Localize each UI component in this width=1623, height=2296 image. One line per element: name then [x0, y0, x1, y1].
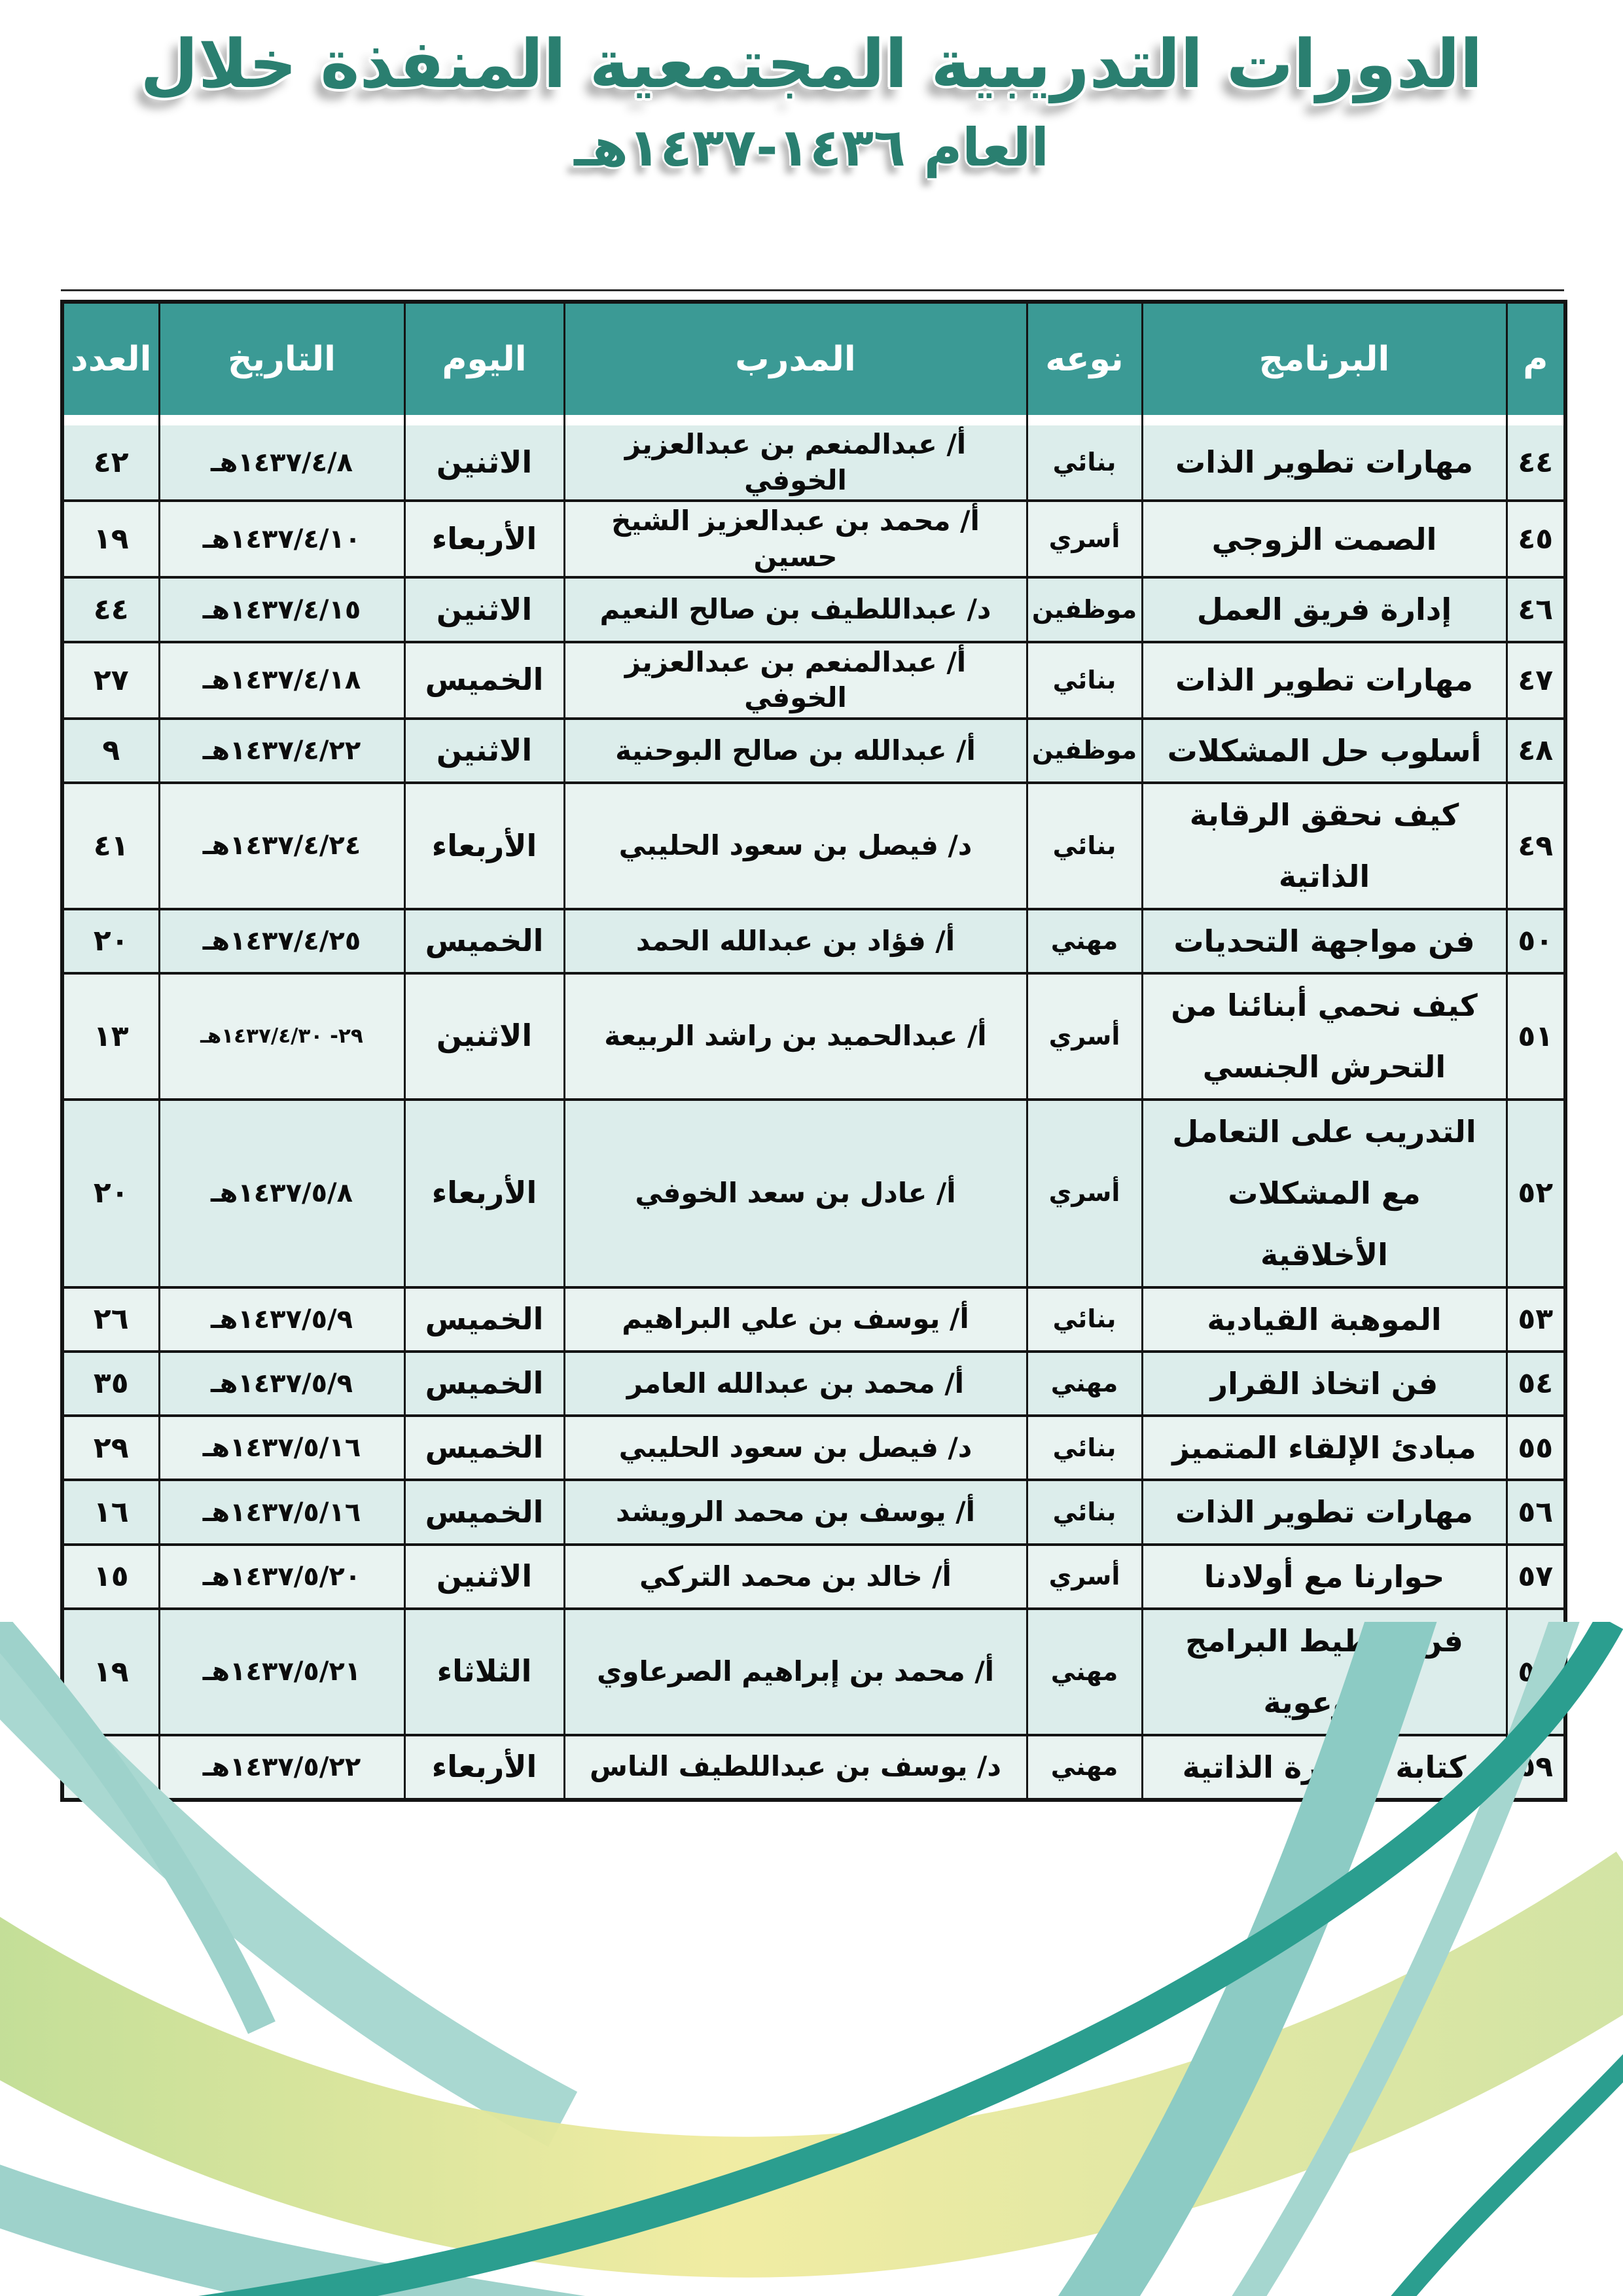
table-row	[62, 783, 1565, 909]
table-row	[62, 1609, 1565, 1735]
cell-trainer: أ/ خالد بن محمد التركي	[564, 1545, 1027, 1609]
cell-type: مهني	[1027, 1735, 1142, 1800]
cell-row-number: ٤٩	[1507, 783, 1565, 909]
table-row	[62, 425, 1565, 501]
header-gap-cell	[62, 415, 159, 425]
cell-count: ٩	[62, 719, 159, 783]
cell-type: بنائي	[1027, 1416, 1142, 1480]
cell-trainer: أ/ يوسف بن علي البراهيم	[564, 1287, 1027, 1352]
cell-trainer: أ/ يوسف بن محمد الرويشد	[564, 1480, 1027, 1544]
cell-day: الأربعاء	[404, 501, 564, 577]
header-gap-cell	[1507, 415, 1565, 425]
cell-day: الاثنين	[404, 1545, 564, 1609]
cell-program: مهارات تطوير الذات	[1142, 642, 1507, 719]
table-row	[62, 1100, 1565, 1287]
cell-day: الخميس	[404, 1287, 564, 1352]
cell-row-number: ٥٧	[1507, 1545, 1565, 1609]
cell-date: ١٤٣٧/٥/١٦هـ	[159, 1480, 404, 1544]
cell-date: ١٤٣٧/٤/٢٥هـ	[159, 909, 404, 973]
cell-count: ٢٠	[62, 909, 159, 973]
page-title-line1: الدورات التدريبية المجتمعية المنفذة خلال	[140, 26, 1483, 103]
courses-table-wrap	[60, 300, 1567, 1802]
cell-type: أسري	[1027, 1100, 1142, 1287]
cell-row-number: ٥١	[1507, 973, 1565, 1100]
cell-day: الخميس	[404, 909, 564, 973]
cell-date: ٢٩- ١٤٣٧/٤/٣٠هـ	[159, 973, 404, 1100]
cell-count: ٢٩	[62, 1416, 159, 1480]
header-gap-cell	[1027, 415, 1142, 425]
cell-trainer: أ/ عبدالمنعم بن عبدالعزيز الخوفي	[564, 642, 1027, 719]
cell-type: أسري	[1027, 973, 1142, 1100]
wave-dark-bottom-right	[1387, 2041, 1623, 2296]
cell-type: أسري	[1027, 1545, 1142, 1609]
header-gap-cell	[159, 415, 404, 425]
table-row	[62, 1287, 1565, 1352]
cell-row-number: ٤٥	[1507, 501, 1565, 577]
page-title-line2: العام ١٤٣٦-١٤٣٧هـ	[574, 117, 1049, 178]
table-row	[62, 501, 1565, 577]
cell-day: الاثنين	[404, 973, 564, 1100]
table-row	[62, 719, 1565, 783]
cell-row-number: ٥٠	[1507, 909, 1565, 973]
cell-count: ٢٤	[62, 1735, 159, 1800]
table-header	[62, 302, 1565, 425]
cell-program: الموهبة القيادية	[1142, 1287, 1507, 1352]
cell-count: ١٦	[62, 1480, 159, 1544]
cell-type: بنائي	[1027, 783, 1142, 909]
cell-type: بنائي	[1027, 425, 1142, 501]
cell-row-number: ٥٩	[1507, 1735, 1565, 1800]
courses-table	[60, 300, 1567, 1802]
cell-program: إدارة فريق العمل	[1142, 577, 1507, 641]
cell-program: حوارنا مع أولادنا	[1142, 1545, 1507, 1609]
column-header-date: التاريخ	[159, 302, 404, 415]
cell-row-number: ٥٤	[1507, 1352, 1565, 1416]
cell-date: ١٤٣٧/٥/٢٠هـ	[159, 1545, 404, 1609]
column-header-number: م	[1507, 302, 1565, 415]
cell-program: أسلوب حل المشكلات	[1142, 719, 1507, 783]
column-header-type: نوعه	[1027, 302, 1142, 415]
cell-trainer: أ/ عبدالله بن صالح البوحنية	[564, 719, 1027, 783]
cell-row-number: ٤٨	[1507, 719, 1565, 783]
header-gap-row	[62, 415, 1565, 425]
cell-type: موظفين	[1027, 719, 1142, 783]
cell-day: الخميس	[404, 1416, 564, 1480]
cell-program: مهارات تطوير الذات	[1142, 1480, 1507, 1544]
cell-type: مهني	[1027, 1352, 1142, 1416]
cell-type: بنائي	[1027, 642, 1142, 719]
cell-count: ٢٧	[62, 642, 159, 719]
table-row	[62, 642, 1565, 719]
cell-program: مهارات تطوير الذات	[1142, 425, 1507, 501]
cell-row-number: ٥٣	[1507, 1287, 1565, 1352]
cell-day: الثلاثاء	[404, 1609, 564, 1735]
cell-row-number: ٤٤	[1507, 425, 1565, 501]
cell-program: مبادئ الإلقاء المتميز	[1142, 1416, 1507, 1480]
column-header-program: البرنامج	[1142, 302, 1507, 415]
cell-trainer: د/ عبداللطيف بن صالح النعيم	[564, 577, 1027, 641]
cell-type: مهني	[1027, 909, 1142, 973]
cell-day: الأربعاء	[404, 1100, 564, 1287]
cell-day: الاثنين	[404, 577, 564, 641]
table-row	[62, 1352, 1565, 1416]
table-row	[62, 973, 1565, 1100]
cell-type: مهني	[1027, 1609, 1142, 1735]
cell-program: الصمت الزوجي	[1142, 501, 1507, 577]
cell-row-number: ٤٦	[1507, 577, 1565, 641]
cell-row-number: ٥٦	[1507, 1480, 1565, 1544]
cell-count: ٢٦	[62, 1287, 159, 1352]
cell-date: ١٤٣٧/٤/٢٤هـ	[159, 783, 404, 909]
cell-day: الاثنين	[404, 719, 564, 783]
table-top-rule	[61, 289, 1564, 291]
cell-row-number: ٤٧	[1507, 642, 1565, 719]
table-body	[62, 425, 1565, 1800]
cell-trainer: د/ فيصل بن سعود الحليبي	[564, 783, 1027, 909]
table-row	[62, 1545, 1565, 1609]
cell-date: ١٤٣٧/٥/١٦هـ	[159, 1416, 404, 1480]
column-header-day: اليوم	[404, 302, 564, 415]
cell-program: فن تخطيط البرامج التوعوية	[1142, 1609, 1507, 1735]
cell-day: الخميس	[404, 642, 564, 719]
cell-date: ١٤٣٧/٤/١٨هـ	[159, 642, 404, 719]
cell-count: ٢٠	[62, 1100, 159, 1287]
cell-count: ١٣	[62, 973, 159, 1100]
header-gap-cell	[564, 415, 1027, 425]
cell-row-number: ٥٥	[1507, 1416, 1565, 1480]
cell-count: ٣٥	[62, 1352, 159, 1416]
column-header-count: العدد	[62, 302, 159, 415]
header-gap-cell	[1142, 415, 1507, 425]
header-row	[62, 302, 1565, 415]
cell-type: موظفين	[1027, 577, 1142, 641]
cell-trainer: أ/ عادل بن سعد الخوفي	[564, 1100, 1027, 1287]
cell-day: الاثنين	[404, 425, 564, 501]
cell-count: ١٩	[62, 501, 159, 577]
cell-date: ١٤٣٧/٥/٩هـ	[159, 1287, 404, 1352]
cell-trainer: أ/ محمد بن عبدالعزيز الشيخ حسين	[564, 501, 1027, 577]
cell-trainer: أ/ عبدالمنعم بن عبدالعزيز الخوفي	[564, 425, 1027, 501]
cell-day: الخميس	[404, 1480, 564, 1544]
cell-date: ١٤٣٧/٥/٢٢هـ	[159, 1735, 404, 1800]
cell-trainer: د/ فيصل بن سعود الحليبي	[564, 1416, 1027, 1480]
cell-date: ١٤٣٧/٥/٨هـ	[159, 1100, 404, 1287]
cell-day: الخميس	[404, 1352, 564, 1416]
cell-program: كيف نحمي أبنائنا من التحرش الجنسي	[1142, 973, 1507, 1100]
cell-type: بنائي	[1027, 1480, 1142, 1544]
cell-date: ١٤٣٧/٥/٩هـ	[159, 1352, 404, 1416]
cell-trainer: د/ يوسف بن عبداللطيف الناس	[564, 1735, 1027, 1800]
cell-date: ١٤٣٧/٤/٨هـ	[159, 425, 404, 501]
cell-program: فن مواجهة التحديات	[1142, 909, 1507, 973]
cell-count: ٤٢	[62, 425, 159, 501]
cell-day: الأربعاء	[404, 1735, 564, 1800]
cell-program: التدريب على التعامل مع المشكلات الأخلاقية	[1142, 1100, 1507, 1287]
cell-program: كيف نحقق الرقابة الذاتية	[1142, 783, 1507, 909]
cell-row-number: ٥٢	[1507, 1100, 1565, 1287]
cell-count: ١٩	[62, 1609, 159, 1735]
column-header-trainer: المدرب	[564, 302, 1027, 415]
header-gap-cell	[404, 415, 564, 425]
cell-date: ١٤٣٧/٤/١٥هـ	[159, 577, 404, 641]
cell-count: ٤٤	[62, 577, 159, 641]
table-row	[62, 1480, 1565, 1544]
wave-pale-bottom-left	[0, 2185, 687, 2296]
page-title	[0, 20, 1623, 179]
cell-day: الأربعاء	[404, 783, 564, 909]
cell-program: فن اتخاذ القرار	[1142, 1352, 1507, 1416]
table-row	[62, 909, 1565, 973]
table-row	[62, 1735, 1565, 1800]
cell-type: أسري	[1027, 501, 1142, 577]
table-row	[62, 577, 1565, 641]
cell-trainer: أ/ محمد بن إبراهيم الصرعاوي	[564, 1609, 1027, 1735]
table-row	[62, 1416, 1565, 1480]
cell-row-number: ٥٨	[1507, 1609, 1565, 1735]
cell-trainer: أ/ عبدالحميد بن راشد الربيعة	[564, 973, 1027, 1100]
cell-date: ١٤٣٧/٤/١٠هـ	[159, 501, 404, 577]
cell-count: ١٥	[62, 1545, 159, 1609]
wave-yellow-band	[0, 1910, 1623, 2207]
cell-date: ١٤٣٧/٥/٢١هـ	[159, 1609, 404, 1735]
cell-count: ٤١	[62, 783, 159, 909]
cell-trainer: أ/ فؤاد بن عبدالله الحمد	[564, 909, 1027, 973]
cell-trainer: أ/ محمد بن عبدالله العامر	[564, 1352, 1027, 1416]
cell-program: كتابة السيرة الذاتية	[1142, 1735, 1507, 1800]
cell-type: بنائي	[1027, 1287, 1142, 1352]
cell-date: ١٤٣٧/٤/٢٢هـ	[159, 719, 404, 783]
